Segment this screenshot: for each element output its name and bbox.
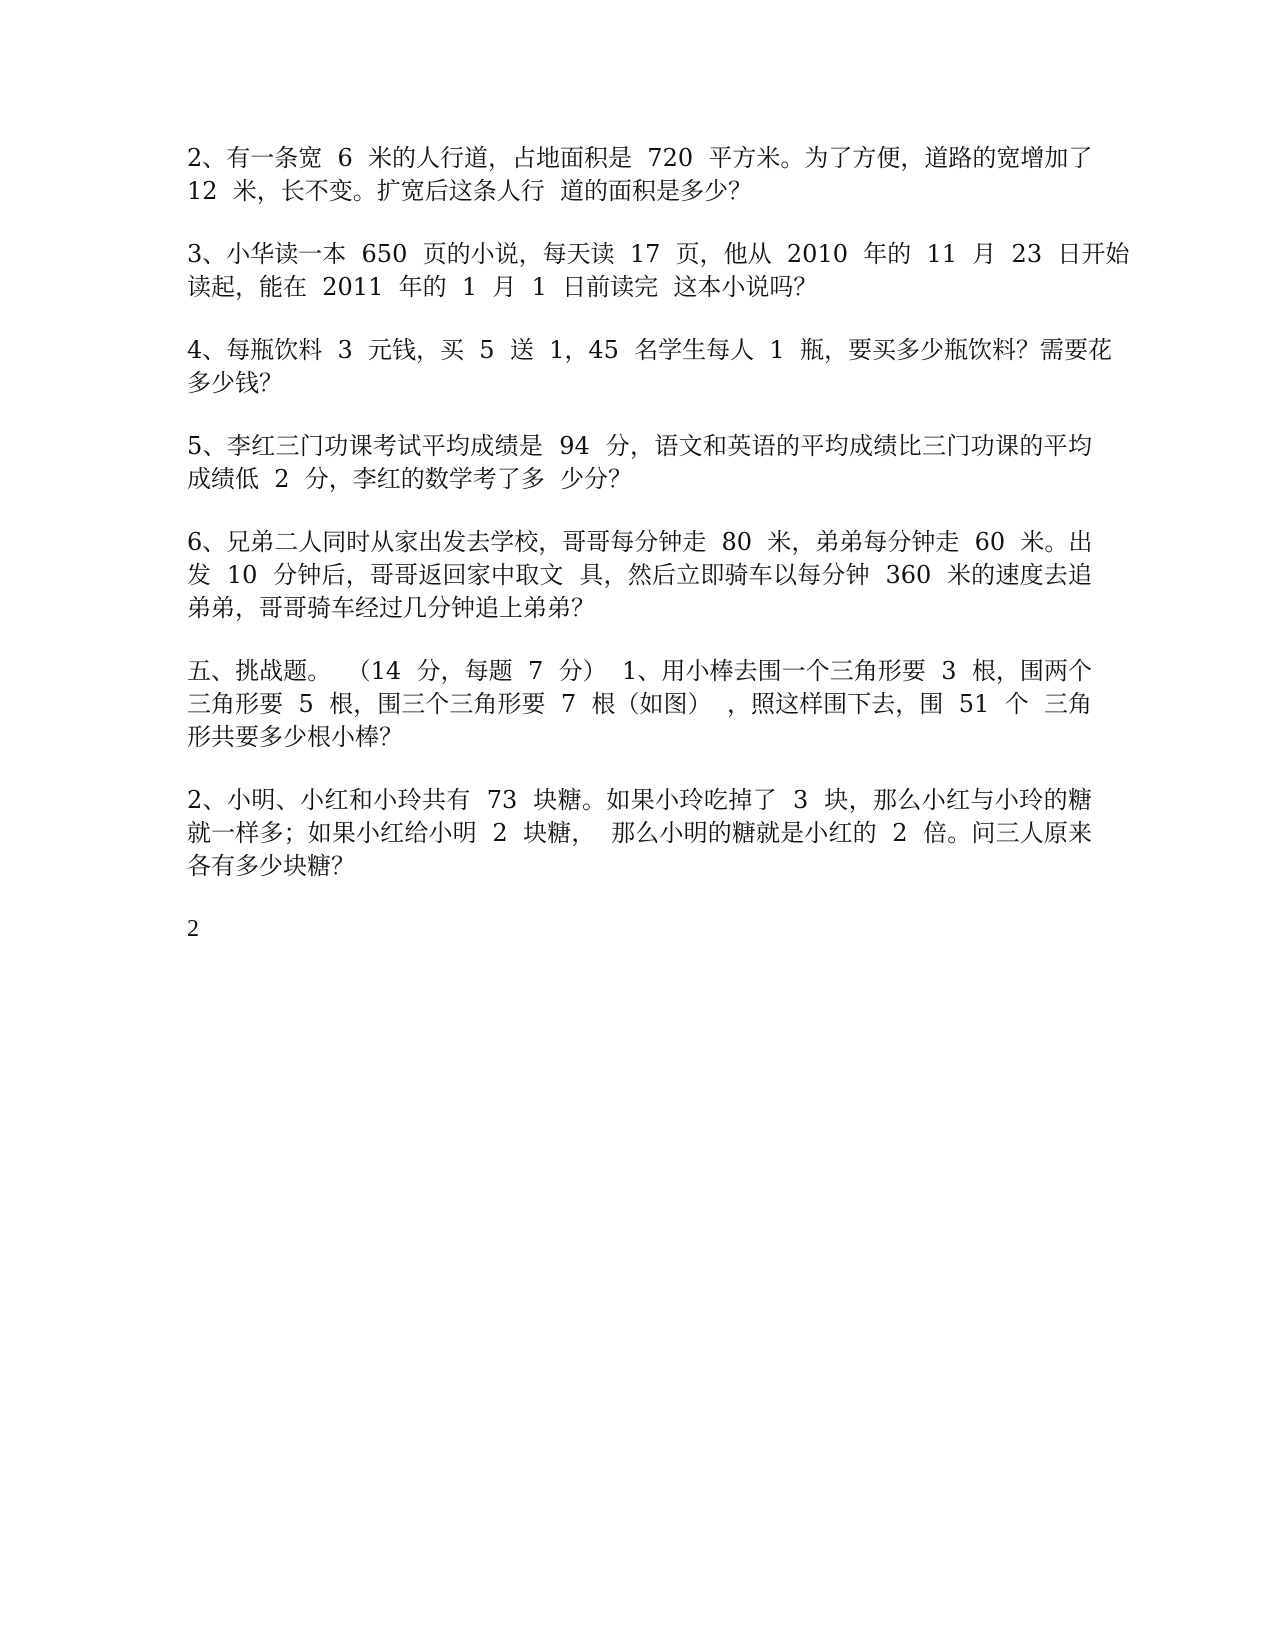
text-line: 五、挑战题。 （14 分，每题 7 分） 1、用小棒去围一个三角形要 3 根，围两个 <box>187 657 1092 685</box>
text-line: 弟弟，哥哥骑车经过几分钟追上弟弟？ <box>187 594 595 622</box>
text-line: 12 米，长不变。扩宽后这条人行 道的面积是多少？ <box>187 177 753 205</box>
text-line: 发 10 分钟后，哥哥返回家中取文 具，然后立即骑车以每分钟 360 米的速度去追 <box>187 561 1092 589</box>
question-5-paragraph <box>187 430 1092 496</box>
text-line: 就一样多；如果小红给小明 2 块糖， 那么小明的糖就是小红的 2 倍。问三人原来 <box>187 819 1092 847</box>
question-2-paragraph <box>187 142 1092 208</box>
question-3-paragraph <box>187 238 1130 304</box>
text-line: 4、每瓶饮料 3 元钱，买 5 送 1，45 名学生每人 1 瓶，要买多少瓶饮料？需要花 <box>187 336 1112 364</box>
challenge-question-2-paragraph <box>187 784 1092 883</box>
text-line: 6、兄弟二人同时从家出发去学校，哥哥每分钟走 80 米，弟弟每分钟走 60 米。出 <box>187 528 1093 556</box>
text-line: 2、有一条宽 6 米的人行道，占地面积是 720 平方米。为了方便，道路的宽增加了 <box>187 144 1093 172</box>
text-line: 读起，能在 2011 年的 1 月 1 日前读完 这本小说吗？ <box>187 273 818 301</box>
question-4-paragraph <box>187 334 1112 400</box>
question-6-paragraph <box>187 526 1092 625</box>
text-line: 各有多少块糖？ <box>187 852 355 880</box>
text-line: 多少钱？ <box>187 369 283 397</box>
text-line: 5、李红三门功课考试平均成绩是 94 分，语文和英语的平均成绩比三门功课的平均 <box>187 432 1092 460</box>
page-number: 2 <box>187 916 199 942</box>
text-line: 3、小华读一本 650 页的小说，每天读 17 页，他从 2010 年的 11 月 23 日开始 <box>187 240 1130 268</box>
text-line: 成绩低 2 分，李红的数学考了多 少分？ <box>187 465 633 493</box>
text-line: 形共要多少根小棒？ <box>187 723 403 751</box>
text-line: 三角形要 5 根，围三个三角形要 7 根（如图） ，照这样围下去，围 51 个 三角 <box>187 690 1092 718</box>
text-line: 2、小明、小红和小玲共有 73 块糖。如果小玲吃掉了 3 块，那么小红与小玲的糖 <box>187 786 1092 814</box>
document-page <box>187 142 1130 946</box>
challenge-section-paragraph <box>187 655 1092 754</box>
